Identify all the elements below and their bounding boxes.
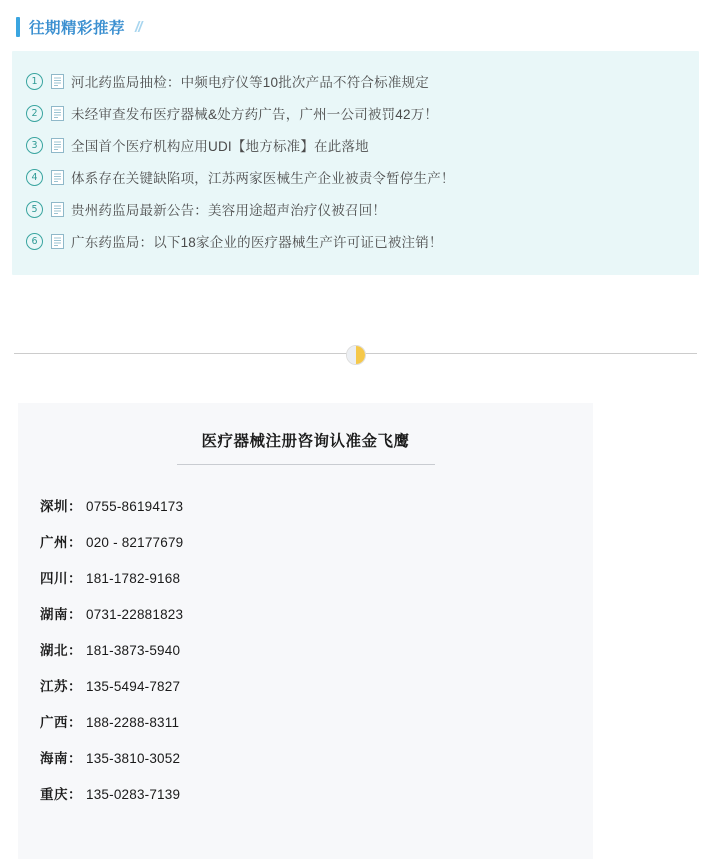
item-number-badge: 6: [26, 233, 43, 250]
contact-phone-value: 135-5494-7827: [86, 679, 181, 694]
contact-row: [40, 783, 593, 803]
list-item-label: 全国首个医疗机构应用UDI【地方标准】在此落地: [71, 139, 369, 154]
list-item-label: 广东药监局：以下18家企业的医疗器械生产许可证已被注销！: [71, 235, 443, 250]
contact-row: [40, 603, 593, 623]
contact-row: [40, 747, 593, 767]
contact-phone-value: 135-0283-7139: [86, 787, 181, 802]
item-number-badge: 4: [26, 169, 43, 186]
contact-card-title-rule: [177, 464, 435, 465]
section-slashes-decoration: //: [135, 18, 142, 36]
list-item[interactable]: [12, 225, 699, 257]
document-icon: [51, 138, 64, 153]
contact-phone-value: 020 - 82177679: [86, 535, 184, 550]
item-number-badge: 2: [26, 105, 43, 122]
divider-dot-right-half: [356, 346, 365, 364]
contact-row: [40, 495, 593, 515]
divider-dot-icon: [346, 345, 366, 365]
contact-phone-value: 135-3810-3052: [86, 751, 181, 766]
contact-row: [40, 531, 593, 551]
contact-row: [40, 567, 593, 587]
contact-city-label: 湖南：: [40, 607, 82, 622]
item-number-badge: 1: [26, 73, 43, 90]
contact-row: [40, 675, 593, 695]
divider: [0, 333, 711, 373]
list-item-label: 河北药监局抽检：中频电疗仪等10批次产品不符合标准规定: [71, 75, 429, 90]
divider-dot-left-half: [347, 346, 356, 364]
list-item-label: 体系存在关键缺陷项，江苏两家医械生产企业被责令暂停生产！: [71, 171, 455, 186]
item-number-badge: 5: [26, 201, 43, 218]
contact-phone-value: 188-2288-8311: [86, 715, 180, 730]
document-icon: [51, 74, 64, 89]
contact-city-label: 广州：: [40, 535, 82, 550]
contact-city-label: 重庆：: [40, 787, 82, 802]
contact-list: [40, 495, 593, 803]
contact-card: [18, 403, 593, 859]
contact-city-label: 深圳：: [40, 499, 82, 514]
document-icon: [51, 202, 64, 217]
list-item[interactable]: [12, 193, 699, 225]
contact-city-label: 海南：: [40, 751, 82, 766]
section-header: [16, 14, 711, 40]
contact-phone-value: 181-1782-9168: [86, 571, 181, 586]
document-icon: [51, 170, 64, 185]
list-item[interactable]: [12, 97, 699, 129]
list-item-label: 贵州药监局最新公告：美容用途超声治疗仪被召回！: [71, 203, 387, 218]
list-item[interactable]: [12, 65, 699, 97]
section-accent-bar: [16, 17, 20, 37]
contact-city-label: 广西：: [40, 715, 82, 730]
document-icon: [51, 106, 64, 121]
document-icon: [51, 234, 64, 249]
list-item[interactable]: [12, 161, 699, 193]
contact-city-label: 四川：: [40, 571, 82, 586]
contact-row: [40, 639, 593, 659]
contact-row: [40, 711, 593, 731]
contact-phone-value: 181-3873-5940: [86, 643, 181, 658]
item-number-badge: 3: [26, 137, 43, 154]
contact-city-label: 湖北：: [40, 643, 82, 658]
list-item-label: 未经审查发布医疗器械&处方药广告，广州一公司被罚42万！: [71, 107, 439, 122]
contact-card-title: 医疗器械注册咨询认准金飞鹰: [201, 433, 410, 450]
contact-phone-value: 0755-86194173: [86, 499, 184, 514]
contact-city-label: 江苏：: [40, 679, 82, 694]
news-panel: [12, 51, 699, 275]
section-title: 往期精彩推荐: [29, 20, 126, 37]
contact-phone-value: 0731-22881823: [86, 607, 184, 622]
list-item[interactable]: [12, 129, 699, 161]
